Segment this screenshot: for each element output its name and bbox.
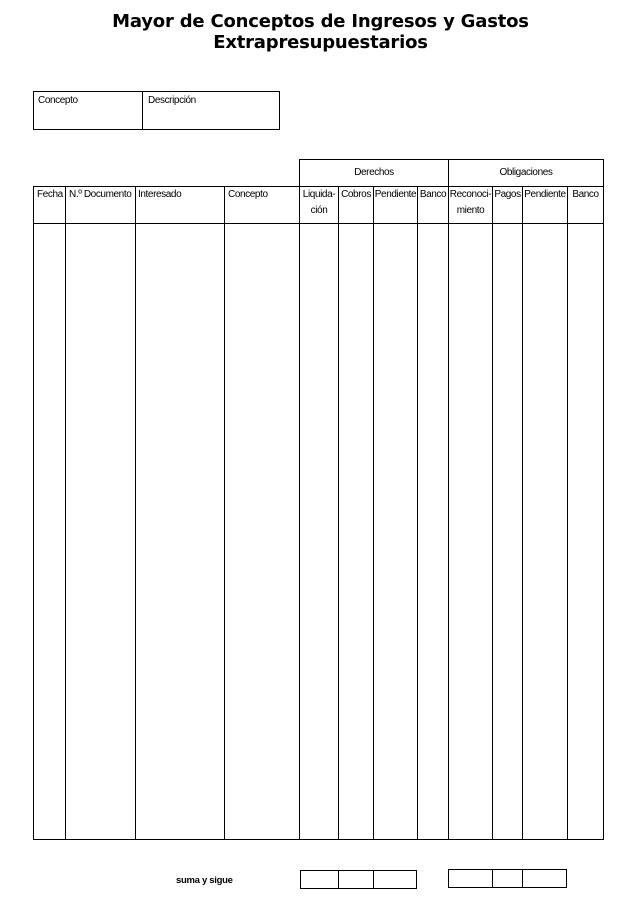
column-header-banco-obligaciones: Banco — [572, 189, 599, 200]
column-header-documento: N.º Documento — [69, 189, 132, 200]
document-title-line-1: Mayor de Conceptos de Ingresos y Gastos — [112, 11, 529, 32]
col-divider-reconocimiento — [492, 186, 493, 840]
column-header-fecha: Fecha — [37, 189, 63, 200]
col-divider-documento — [135, 186, 136, 840]
column-header-interesado: Interesado — [138, 189, 182, 200]
col-divider-banco-d — [448, 186, 449, 840]
column-header-banco-derechos: Banco — [419, 189, 447, 200]
column-header-pagos: Pagos — [494, 189, 521, 200]
totals-cell-cobros — [338, 870, 374, 889]
col-divider-fecha — [65, 186, 66, 840]
document-title-line-2: Extrapresupuestarios — [213, 32, 428, 53]
col-divider-cobros — [373, 186, 374, 840]
col-divider-pendiente-d — [417, 186, 418, 840]
totals-cell-reconocimiento — [448, 869, 493, 888]
column-header-liquidacion-1: Liquida- — [302, 189, 336, 200]
col-divider-concepto — [299, 186, 300, 840]
column-header-pendiente-derechos: Pendiente — [374, 189, 417, 200]
column-header-divider — [33, 223, 604, 224]
totals-cell-pendiente-obligaciones — [522, 869, 567, 888]
group-obligaciones-label: Obligaciones — [499, 167, 553, 178]
suma-y-sigue-label: suma y sigue — [176, 875, 233, 886]
concepto-field-label: Concepto — [38, 95, 78, 106]
col-divider-interesado — [224, 186, 225, 840]
totals-cell-pendiente-derechos — [373, 870, 417, 889]
totals-cell-liquidacion — [300, 870, 339, 889]
concepto-box-divider — [142, 91, 143, 130]
group-derechos-label: Derechos — [354, 167, 394, 178]
ledger-body-box — [33, 186, 604, 840]
column-header-reconocimiento-2: miento — [456, 205, 485, 216]
descripcion-field-label: Descripción — [148, 95, 196, 106]
column-header-liquidacion-2: ción — [310, 205, 328, 216]
column-header-pendiente-obligaciones: Pendiente — [524, 189, 566, 200]
column-header-concepto: Concepto — [228, 189, 268, 200]
col-divider-pendiente-o — [567, 186, 568, 840]
col-divider-liquidacion — [338, 186, 339, 840]
column-header-reconocimiento-1: Reconoci- — [449, 189, 492, 200]
col-divider-pagos — [522, 186, 523, 840]
column-header-cobros: Cobros — [341, 189, 371, 200]
totals-cell-pagos — [492, 869, 523, 888]
